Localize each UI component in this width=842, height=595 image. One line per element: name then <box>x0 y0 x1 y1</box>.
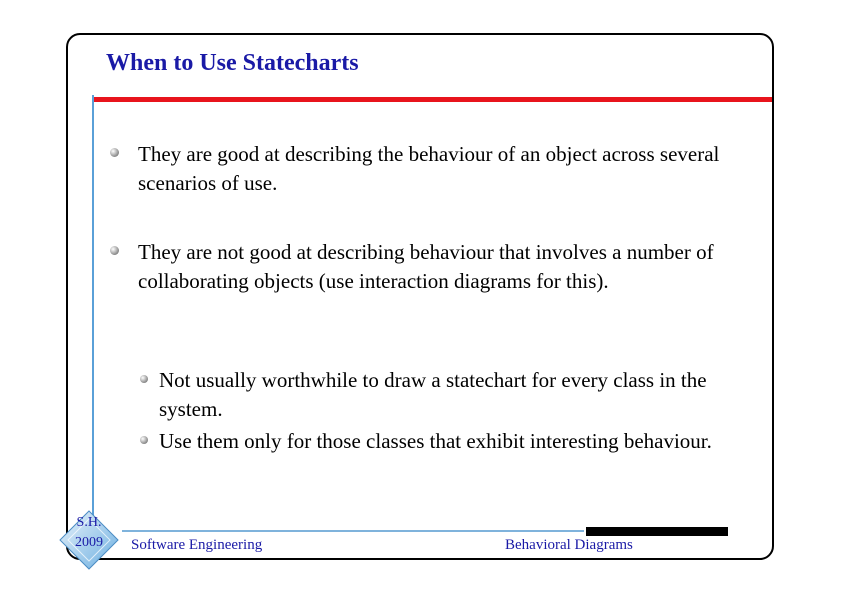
sub-bullet-text: Not usually worthwhile to draw a statechart for every class in the system. <box>159 368 707 421</box>
sub-bullet-text: Use them only for those classes that exhibit interesting behaviour. <box>159 429 712 453</box>
logo-text <box>58 513 120 553</box>
footer-bar <box>586 527 728 536</box>
bullet-dot-icon <box>110 246 119 255</box>
bullet-dot-icon <box>140 375 148 383</box>
bullet-text: They are good at describing the behaviour of an object across several scenarios of use. <box>138 142 720 195</box>
title-underline <box>92 97 772 102</box>
footer-course: Software Engineering <box>131 537 263 553</box>
footer-rule <box>122 530 584 532</box>
bullet-dot-icon <box>140 436 148 444</box>
bullet-text: They are not good at describing behaviour that involves a number of collaborating objects (use interaction diagrams for this). <box>138 240 714 293</box>
logo-line-1: S.H. <box>76 515 102 530</box>
bullet-dot-icon <box>110 148 119 157</box>
slide-frame <box>66 33 774 560</box>
logo-line-2: 2009 <box>75 535 103 550</box>
footer-topic: Behavioral Diagrams <box>505 537 633 553</box>
slide-title: When to Use Statecharts <box>106 50 359 76</box>
left-accent-line <box>92 95 94 515</box>
